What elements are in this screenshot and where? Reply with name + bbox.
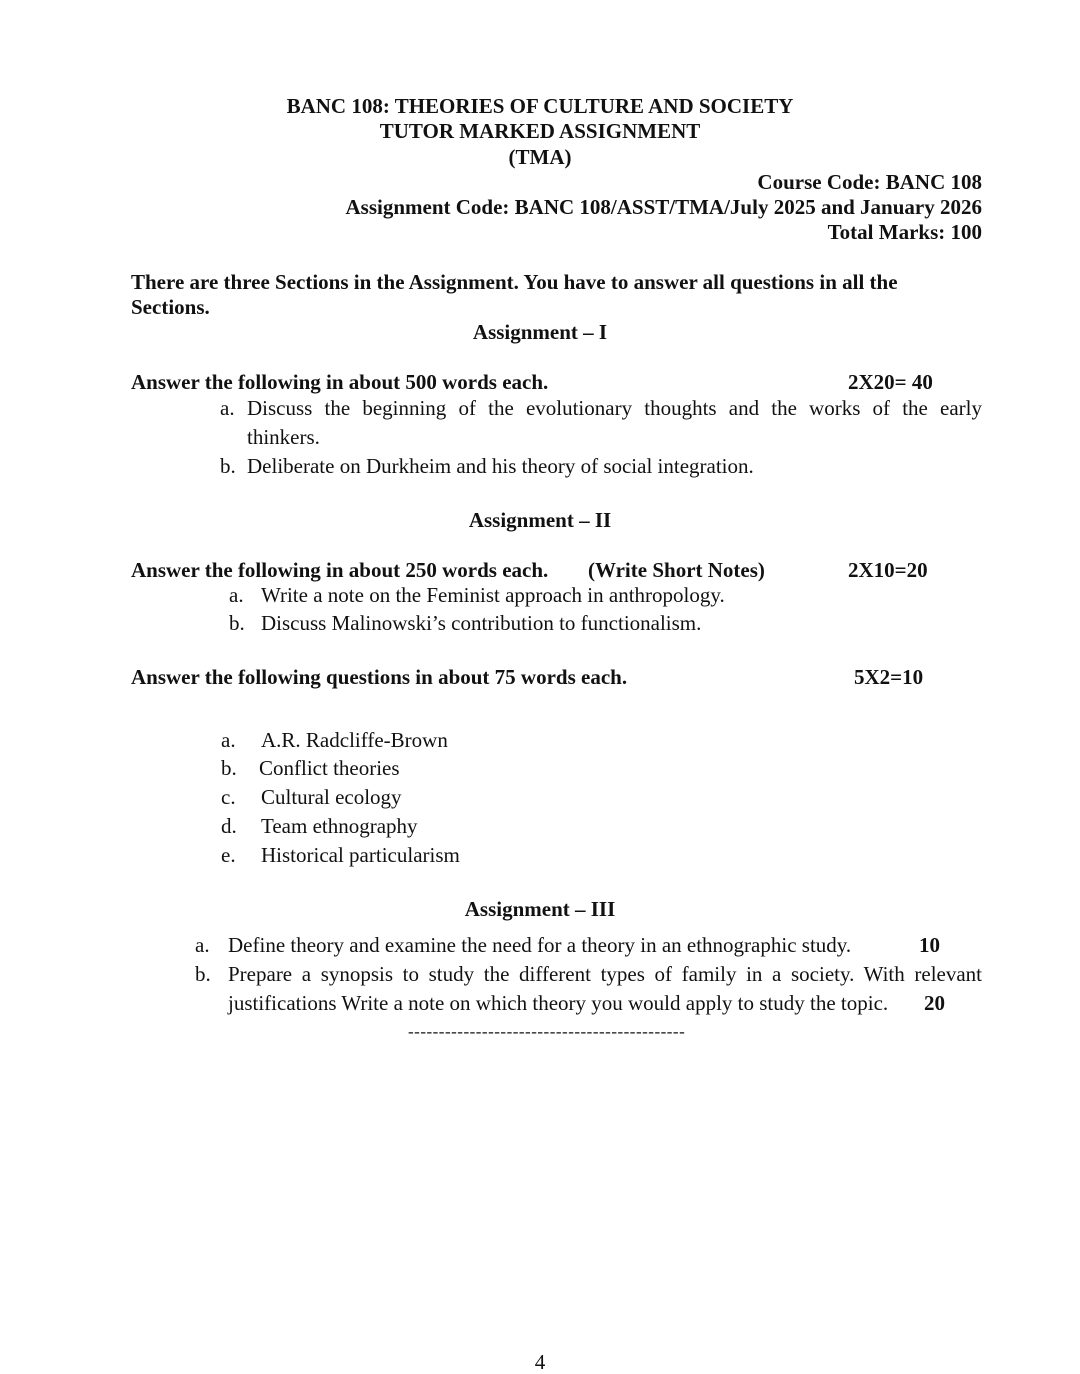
- total-marks: Total Marks: 100: [827, 220, 982, 244]
- short-item-e-label: e.: [221, 843, 236, 867]
- section-1-item-b-text: Deliberate on Durkheim and his theory of social integration.: [247, 454, 754, 478]
- document-abbreviation: (TMA): [508, 145, 572, 169]
- section-2-item-a-text: Write a note on the Feminist approach in anthropology.: [261, 583, 725, 607]
- document-subtitle: TUTOR MARKED ASSIGNMENT: [379, 119, 701, 143]
- section-2-note: (Write Short Notes): [588, 558, 765, 582]
- page-number: 4: [534, 1350, 546, 1374]
- end-divider: ---------------------------------------------: [408, 1022, 686, 1041]
- assignment-code: Assignment Code: BANC 108/ASST/TMA/July 2025 and January 2026: [345, 195, 982, 219]
- short-item-c-text: Cultural ecology: [261, 785, 402, 809]
- section-2-heading: Assignment – II: [468, 508, 612, 532]
- section-3-heading: Assignment – III: [464, 897, 616, 921]
- section-1-item-a-label: a.: [220, 396, 235, 420]
- short-item-a-label: a.: [221, 728, 236, 752]
- section-1-item-a-text: Discuss the beginning of the evolutionary thoughts and the works of the early: [247, 396, 982, 420]
- document-title: BANC 108: THEORIES OF CULTURE AND SOCIETY: [286, 94, 794, 118]
- short-item-b-text: Conflict theories: [259, 756, 400, 780]
- section-3-item-b-text-cont: justifications Write a note on which theory you would apply to study the topic.: [228, 991, 889, 1015]
- section-3-item-a-marks: 10: [919, 933, 940, 957]
- short-item-d-label: d.: [221, 814, 237, 838]
- short-item-d-text: Team ethnography: [261, 814, 418, 838]
- section-2-instruction-2: Answer the following questions in about 75 words each.: [131, 665, 628, 689]
- intro-line-2: Sections.: [131, 295, 210, 319]
- section-2-marks-2: 5X2=10: [854, 665, 924, 689]
- short-item-b-label: b.: [221, 756, 237, 780]
- section-2-item-b-text: Discuss Malinowski’s contribution to functionalism.: [261, 611, 702, 635]
- short-item-e-text: Historical particularism: [261, 843, 460, 867]
- section-3-item-b-text: Prepare a synopsis to study the different types of family in a society. With relevant: [228, 962, 982, 986]
- section-2-item-b-label: b.: [229, 611, 245, 635]
- section-2-marks: 2X10=20: [848, 558, 928, 582]
- section-3-item-a-text: Define theory and examine the need for a theory in an ethnographic study.: [228, 933, 852, 957]
- section-1-item-b-label: b.: [220, 454, 236, 478]
- section-3-item-b-label: b.: [195, 962, 211, 986]
- short-item-c-label: c.: [221, 785, 236, 809]
- section-3-item-b-marks: 20: [924, 991, 945, 1015]
- section-1-marks: 2X20= 40: [848, 370, 933, 394]
- course-code: Course Code: BANC 108: [757, 170, 982, 194]
- section-1-heading: Assignment – I: [472, 320, 608, 344]
- section-3-item-a-label: a.: [195, 933, 210, 957]
- section-1-item-a-text-cont: thinkers.: [247, 425, 320, 449]
- intro-line-1: There are three Sections in the Assignment. You have to answer all questions in all the: [131, 270, 898, 294]
- short-item-a-text: A.R. Radcliffe-Brown: [261, 728, 448, 752]
- section-2-instruction: Answer the following in about 250 words each.: [131, 558, 549, 582]
- section-1-instruction: Answer the following in about 500 words each.: [131, 370, 549, 394]
- section-2-item-a-label: a.: [229, 583, 244, 607]
